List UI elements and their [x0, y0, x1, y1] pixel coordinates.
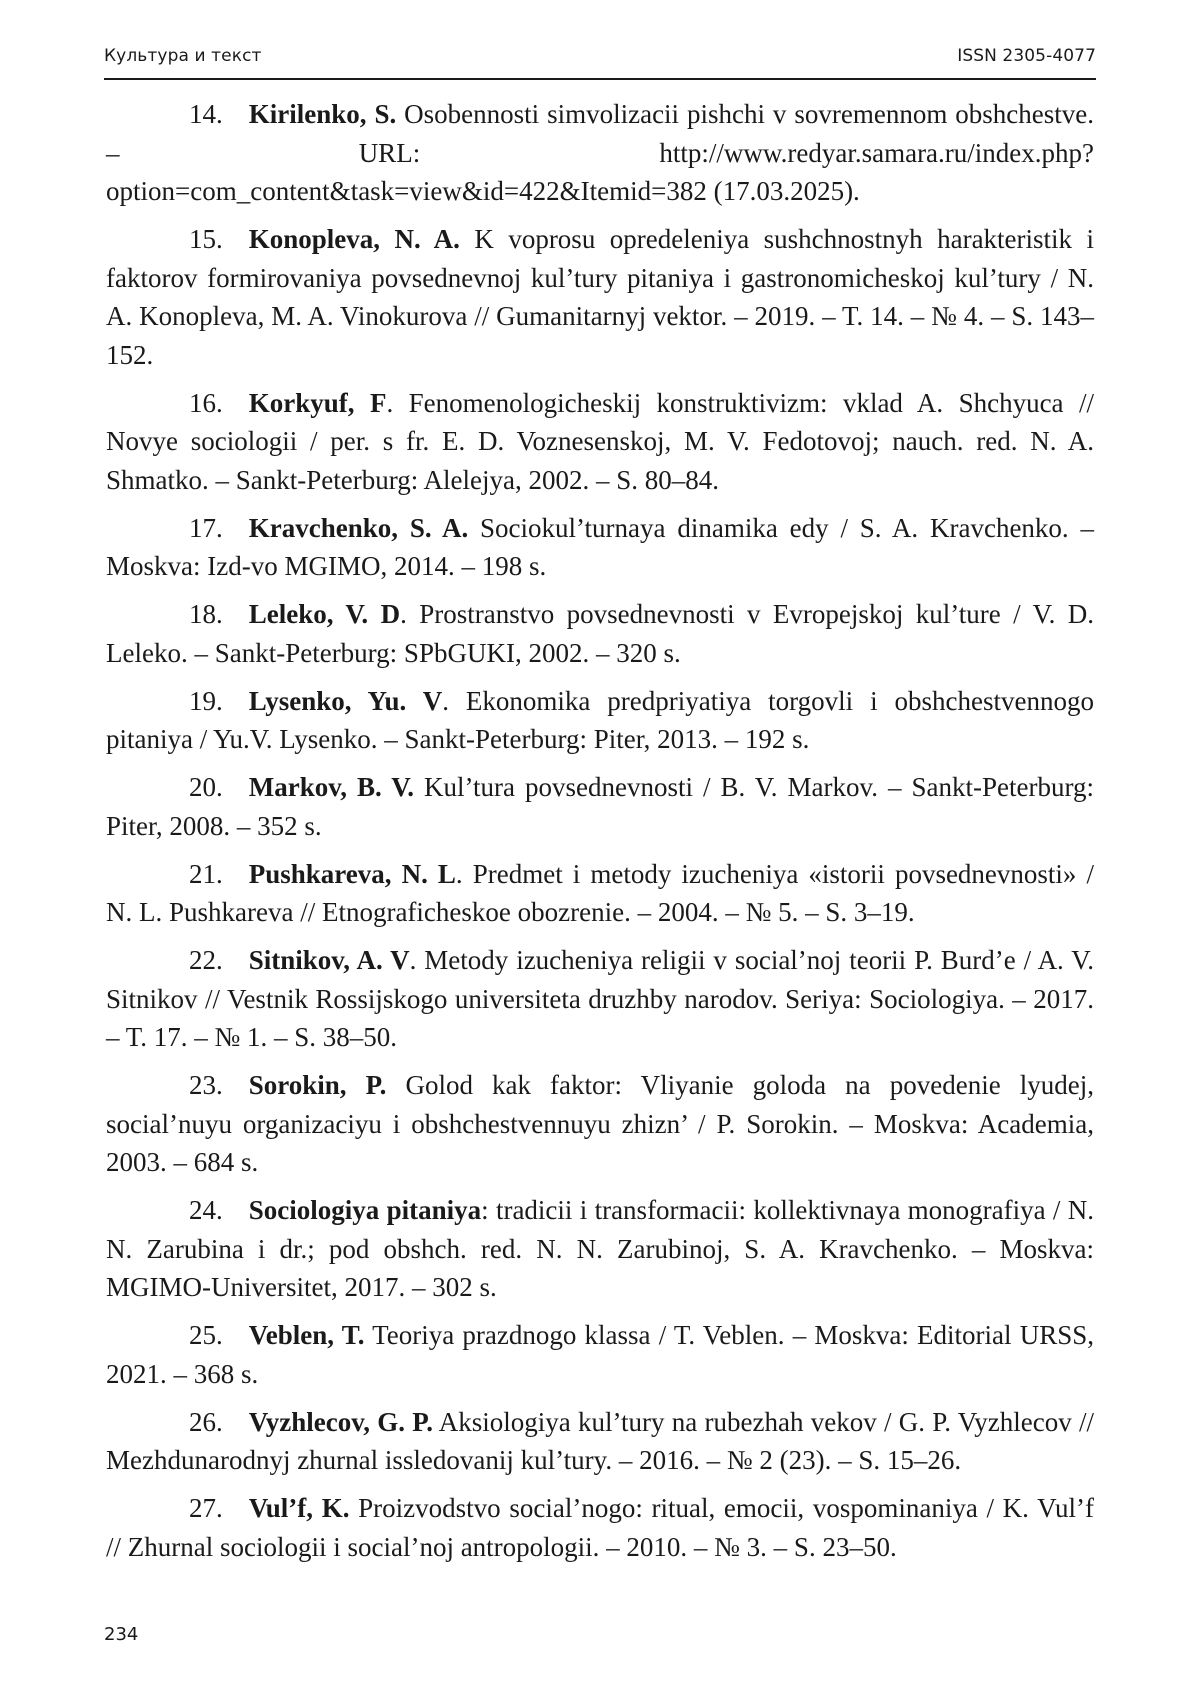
reference-text: . Predmet i metody izucheniya «istorii povsednevnosti» / N. L. Pushkareva // Etnograficheskoe obozrenie. – 2004. – № 5. – S. 3–19.: [106, 858, 1094, 927]
reference-item: [106, 384, 1094, 500]
journal-title: Культура и текст: [104, 46, 262, 66]
reference-text: . Ekonomika predpriyatiya torgovli i obshchestvennogo pitaniya / Yu.V. Lysenko. – Sankt-Peterburg: Piter, 2013. – 192 s.: [106, 685, 1094, 754]
reference-author: Sorokin, P.: [248, 1070, 387, 1100]
reference-number: 17.: [189, 512, 223, 543]
reference-item: [106, 1403, 1094, 1480]
reference-author: Kravchenko, S. A.: [248, 512, 469, 543]
reference-text: . Fenomenologicheskij konstruktivizm: vklad A. Shchyuca // Novye sociologii / per. s fr. E. D. Voznesenskoj, M. V. Fedotovoj; nauch. red. N. A. Shmatko. – Sankt-Peterburg: Alelejya, 2002. – S. 80–84.: [106, 387, 1094, 495]
reference-author: Vul’f, K.: [248, 1493, 350, 1523]
reference-text: . Metody izucheniya religii v social’noj teorii P. Burd’e / A. V. Sitnikov // Vestnik Rossijskogo universiteta druzhby narodov. Seriya: Sociologiya. – 2017. – T. 17. – № 1. – S. 38–50.: [106, 945, 1094, 1052]
reference-author: Markov, B. V.: [248, 772, 415, 802]
reference-item: [106, 855, 1094, 932]
reference-number: 15.: [189, 224, 223, 254]
reference-author: Leleko, V. D: [248, 599, 401, 629]
reference-author: Veblen, T.: [248, 1320, 365, 1350]
reference-number: 16.: [189, 387, 223, 418]
reference-number: 27.: [189, 1493, 223, 1523]
page-number: 234: [104, 1624, 139, 1645]
reference-text: Teoriya prazdnogo klassa / T. Veblen. – Moskva: Editorial URSS, 2021. – 368 s.: [106, 1320, 1094, 1389]
reference-item: [106, 95, 1094, 211]
issn: ISSN 2305-4077: [957, 46, 1096, 66]
reference-author: Sitnikov, A. V: [248, 945, 410, 975]
reference-author: Kirilenko, S.: [248, 99, 397, 129]
reference-text: Osobennosti simvolizacii pishchi v sovremennom obshchestve. – URL: http://www.redyar.samara.ru/index.php?option=com_content&task=view&id=422&Itemid=382 (17.03.2025).: [106, 99, 1094, 206]
reference-text: Golod kak faktor: Vliyanie goloda na povedenie lyudej, social’nuyu organizaciyu i obshchestvennuyu zhizn’ / P. Sorokin. – Moskva: Academia, 2003. – 684 s.: [106, 1070, 1094, 1177]
reference-author: Korkyuf, F: [248, 387, 387, 418]
reference-number: 26.: [189, 1406, 223, 1437]
reference-text: . Prostranstvo povsednevnosti v Evropejskoj kul’ture / V. D. Leleko. – Sankt-Peterburg: SPbGUKI, 2002. – 320 s.: [106, 599, 1094, 668]
reference-list: [106, 95, 1094, 1576]
reference-number: 25.: [189, 1320, 223, 1350]
reference-number: 18.: [189, 599, 223, 629]
reference-number: 22.: [189, 945, 223, 975]
reference-number: 19.: [189, 685, 223, 716]
reference-text: : tradicii i transformacii: kollektivnaya monografiya / N. N. Zarubina i dr.; pod obshch. red. N. N. Zarubinoj, S. A. Kravchenko. – Moskva: MGIMO-Universitet, 2017. – 302 s.: [106, 1195, 1095, 1302]
reference-number: 14.: [189, 99, 223, 129]
reference-item: [106, 1066, 1094, 1182]
reference-item: [106, 941, 1094, 1057]
reference-text: Aksiologiya kul’tury na rubezhah vekov / G. P. Vyzhlecov // Mezhdunarodnyj zhurnal issledovanij kul’tury. – 2016. – № 2 (23). – S. 15–26.: [106, 1406, 1094, 1475]
reference-item: [106, 1316, 1094, 1393]
reference-item: [106, 595, 1094, 672]
reference-item: [106, 509, 1094, 586]
reference-number: 20.: [189, 772, 223, 802]
reference-text: Sociokul’turnaya dinamika edy / S. A. Kravchenko. – Moskva: Izd-vo MGIMO, 2014. – 198 s.: [106, 512, 1095, 581]
reference-author: Vyzhlecov, G. P.: [248, 1406, 434, 1437]
reference-text: Proizvodstvo social’nogo: ritual, emocii, vospominaniya / K. Vul’f // Zhurnal sociologii i social’noj antropologii. – 2010. – № 3. – S. 23–50.: [106, 1493, 1094, 1562]
reference-text: Kul’tura povsednevnosti / B. V. Markov. – Sankt-Peterburg: Piter, 2008. – 352 s.: [106, 772, 1094, 841]
reference-author: Konopleva, N. A.: [248, 224, 460, 254]
reference-item: [106, 1191, 1094, 1307]
reference-item: [106, 1489, 1094, 1566]
reference-item: [106, 682, 1094, 759]
reference-number: 21.: [189, 858, 223, 889]
reference-text: K voprosu opredeleniya sushchnostnyh harakteristik i faktorov formirovaniya povsednevnoj kul’tury pitaniya i gastronomicheskoj kul’tury / N. A. Konopleva, M. A. Vinokurova // Gumanitarnyj vektor. – 2019. – T. 14. – № 4. – S. 143–152.: [106, 224, 1094, 370]
reference-number: 23.: [189, 1070, 223, 1100]
reference-author: Lysenko, Yu. V: [248, 685, 443, 716]
reference-item: [106, 220, 1094, 374]
running-header: [104, 44, 1096, 80]
reference-number: 24.: [189, 1195, 223, 1225]
reference-item: [106, 768, 1094, 845]
reference-author: Pushkareva, N. L: [248, 858, 456, 889]
reference-author: Sociologiya pitaniya: [248, 1195, 482, 1225]
